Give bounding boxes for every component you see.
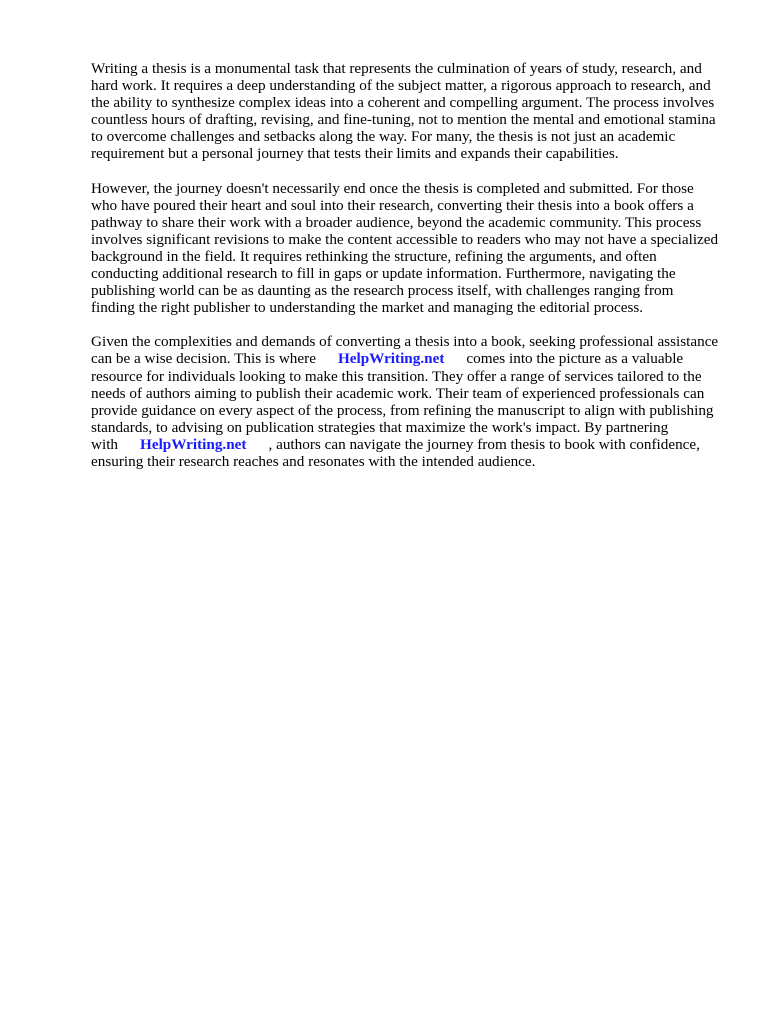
- paragraph-3-text-a: Given the complexities and demands of converting a thesis into a book, seeking professional assistance can be a wise decision. This is where: [91, 333, 719, 368]
- paragraph-3-text-b: comes into the picture as a valuable resource for individuals looking to make this transition. They offer a range of services tailored to the needs of authors aiming to publish their academic work. Their team of experienced professionals can provide guidance on every aspect of the process, from refining the manuscript to align with publishing standards, to advising on publication strategies that maximize the work's impact. By partnering with: [91, 350, 714, 453]
- paragraph-3: [91, 333, 721, 470]
- paragraph-2: However, the journey doesn't necessarily end once the thesis is completed and submitted. For those who have poured their heart and soul into their research, converting their thesis into a book offers a pathway to share their work with a broader audience, beyond the academic community. This process involves significant revisions to make the content accessible to readers who may not have a specialized background in the field. It requires rethinking the structure, refining the arguments, and often conducting additional research to fill in gaps or update information. Furthermore, navigating the publishing world can be as daunting as the research process itself, with challenges ranging from finding the right publisher to understanding the market and managing the editorial process.: [91, 179, 719, 317]
- paragraph-3-text-c: , authors can navigate the journey from thesis to book with confidence, ensuring their research reaches and resonates with the intended audience.: [91, 435, 700, 470]
- paragraph-1: Writing a thesis is a monumental task that represents the culmination of years of study, research, and hard work. It requires a deep understanding of the subject matter, a rigorous approach to research, and the ability to synthesize complex ideas into a coherent and compelling argument. The process involves countless hours of drafting, revising, and fine-tuning, not to mention the mental and emotional stamina to overcome challenges and setbacks along the way. For many, the thesis is not just an academic requirement but a personal journey that tests their limits and expands their capabilities.: [91, 60, 716, 163]
- document-page: [91, 60, 721, 487]
- helpwriting-link-1[interactable]: HelpWriting.net: [337, 350, 445, 368]
- helpwriting-link-2[interactable]: HelpWriting.net: [140, 435, 247, 453]
